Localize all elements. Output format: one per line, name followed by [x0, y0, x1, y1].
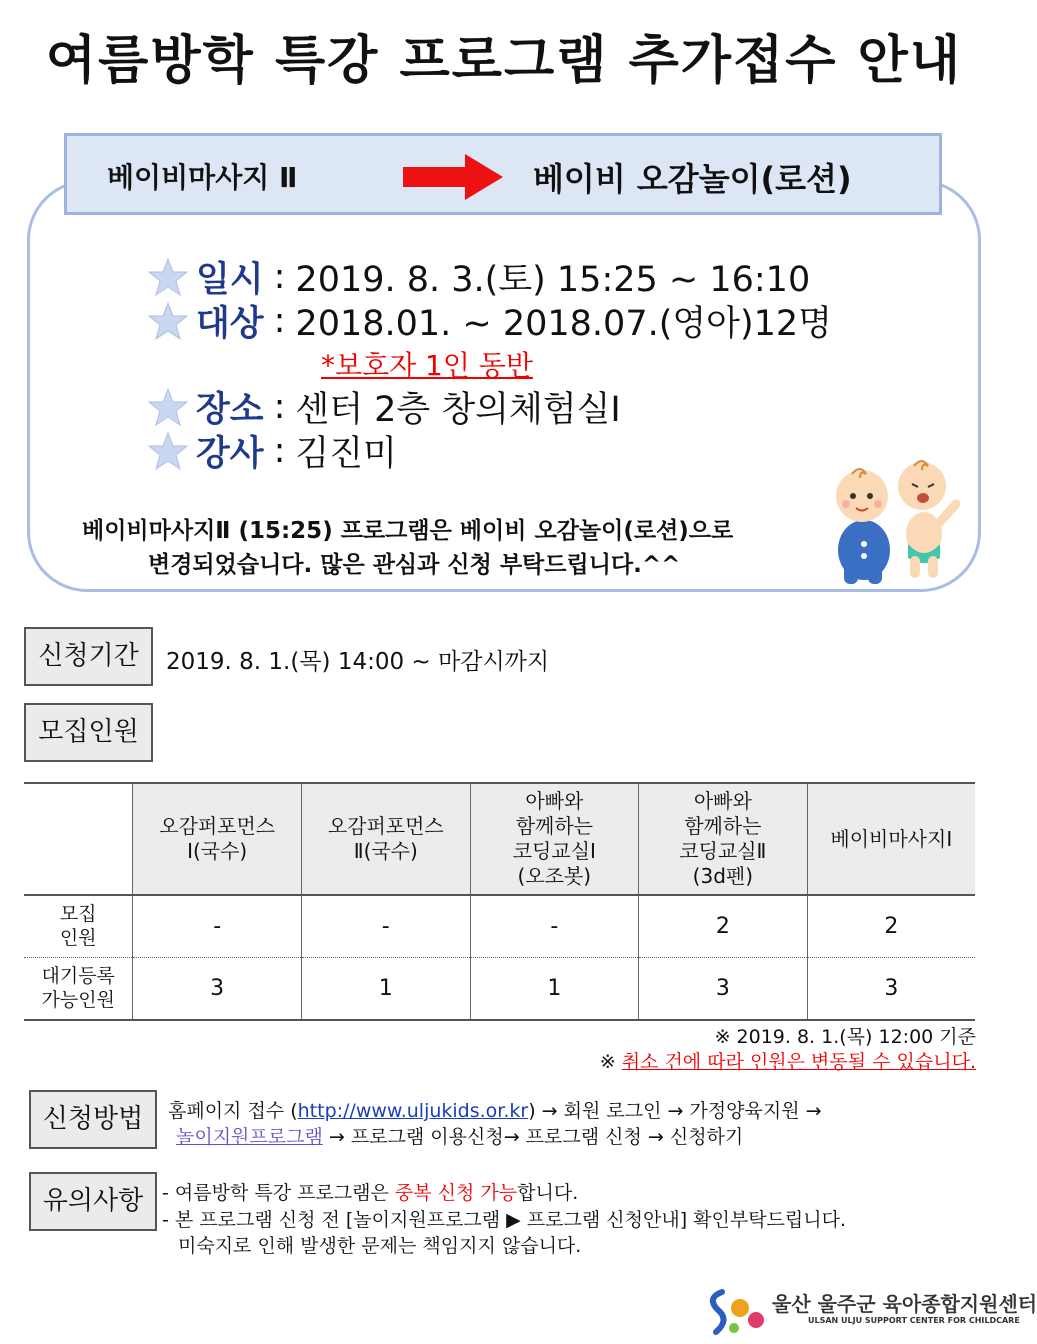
caution-label: 유의사항 — [29, 1172, 157, 1231]
method-label: 신청방법 — [29, 1090, 157, 1149]
logo-subtitle: ULSAN ULJU SUPPORT CENTER FOR CHILDCARE — [808, 1316, 1020, 1325]
table-cell: 2 — [639, 895, 808, 958]
table-cell: 3 — [807, 958, 975, 1021]
guardian-note: *보호자 1인 동반 — [321, 349, 533, 382]
table-corner — [24, 783, 133, 895]
detail-target: 대상 : 2018.01. ~ 2018.07.(영아)12명 — [148, 296, 832, 346]
center-logo — [704, 1286, 1037, 1336]
detail-place: 장소 : 센터 2층 창의체험실Ⅰ — [148, 382, 621, 432]
table-header: 베이비마사지Ⅰ — [807, 783, 975, 895]
table-cell: 3 — [133, 958, 302, 1021]
caution-line-2: - 본 프로그램 신청 전 [놀이지원프로그램 ▶ 프로그램 신청안내] 확인부탁드립니다. — [162, 1209, 847, 1231]
banner-to: 베이비 오감놀이(로션) — [533, 160, 852, 198]
star-icon — [148, 257, 188, 297]
row-header: 대기등록 가능인원 — [24, 958, 133, 1021]
table-header: 오감퍼포먼스 Ⅱ(국수) — [301, 783, 470, 895]
babies-illustration — [822, 452, 962, 586]
arrow-right-icon — [403, 154, 503, 200]
detail-value: 센터 2층 창의체험실Ⅰ — [295, 390, 621, 430]
logo-name: 울산 울주군 육아종합지원센터 — [772, 1292, 1037, 1316]
period-value: 2019. 8. 1.(목) 14:00 ~ 마감시까지 — [166, 649, 550, 675]
table-header: 오감퍼포먼스 Ⅰ(국수) — [133, 783, 302, 895]
table-cell: - — [470, 895, 638, 958]
table-header: 아빠와 함께하는 코딩교실Ⅰ (오조봇) — [470, 783, 638, 895]
method-line-2: 놀이지원프로그램 → 프로그램 이용신청→ 프로그램 신청 → 신청하기 — [176, 1126, 744, 1148]
detail-label: 장소 — [196, 390, 264, 430]
row-header: 모집 인원 — [24, 895, 133, 958]
detail-value: 2019. 8. 3.(토) 15:25 ~ 16:10 — [295, 260, 811, 300]
detail-teacher: 강사 : 김진미 — [148, 426, 397, 476]
table-cell: 3 — [639, 958, 808, 1021]
detail-label: 대상 — [196, 304, 264, 344]
detail-value: 김진미 — [295, 434, 397, 474]
star-icon — [148, 387, 188, 427]
period-label: 신청기간 — [24, 627, 153, 686]
detail-date: 일시 : 2019. 8. 3.(토) 15:25 ~ 16:10 — [148, 252, 810, 302]
detail-value: 2018.01. ~ 2018.07.(영아)12명 — [295, 304, 832, 344]
method-line-1: 홈페이지 접수 (http://www.uljukids.or.kr) → 회원 로그인 → 가정양육지원 → — [168, 1100, 822, 1122]
play-program-link[interactable]: 놀이지원프로그램 — [176, 1126, 323, 1148]
star-icon — [148, 431, 188, 471]
table-cell: - — [133, 895, 302, 958]
detail-label: 강사 — [196, 434, 264, 474]
table-cell: - — [301, 895, 470, 958]
notice-line-1: 베이비마사지Ⅱ (15:25) 프로그램은 베이비 오감놀이(로션)으로 — [82, 518, 734, 544]
star-icon — [148, 301, 188, 341]
change-banner — [64, 133, 942, 215]
detail-label: 일시 — [196, 260, 264, 300]
notice-line-2: 변경되었습니다. 많은 관심과 신청 부탁드립니다.^^ — [148, 552, 681, 578]
table-cell: 1 — [301, 958, 470, 1021]
recruit-table — [24, 782, 975, 1021]
recruit-label: 모집인원 — [24, 703, 153, 762]
page-title: 여름방학 특강 프로그램 추가접수 안내 — [45, 31, 963, 91]
caution-line-1: - 여름방학 특강 프로그램은 중복 신청 가능합니다. — [162, 1182, 579, 1204]
homepage-link[interactable]: http://www.uljukids.or.kr — [297, 1100, 529, 1122]
banner-from: 베이비마사지 Ⅱ — [107, 161, 298, 194]
logo-mark-icon — [704, 1286, 768, 1336]
footnote-basis: ※ 2019. 8. 1.(목) 12:00 기준 — [714, 1026, 976, 1048]
table-cell: 2 — [807, 895, 975, 958]
footnote-change: ※ 취소 건에 따라 인원은 변동될 수 있습니다. — [599, 1051, 976, 1073]
caution-line-3: 미숙지로 인해 발생한 문제는 책임지지 않습니다. — [178, 1235, 582, 1257]
table-header: 아빠와 함께하는 코딩교실Ⅱ (3d펜) — [639, 783, 808, 895]
table-cell: 1 — [470, 958, 638, 1021]
